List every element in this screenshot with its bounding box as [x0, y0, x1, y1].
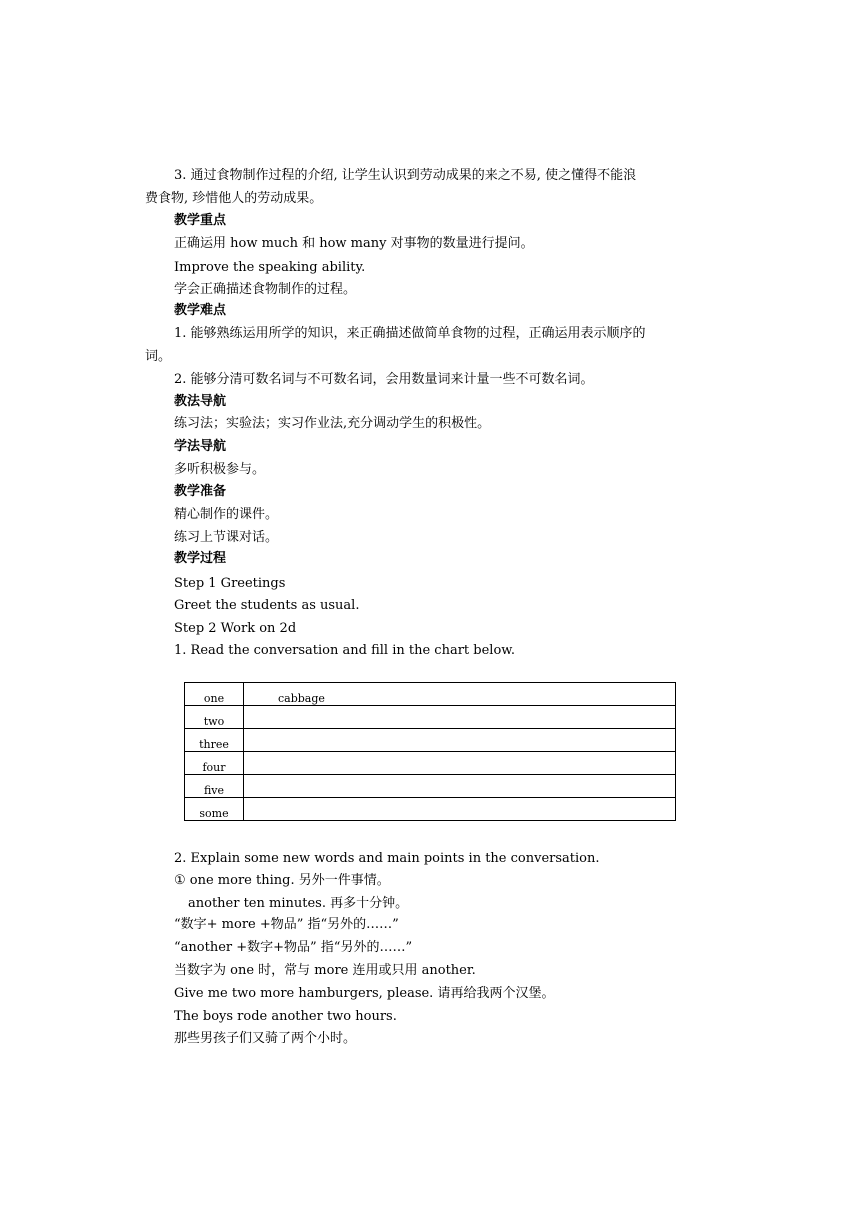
explanation-line-7: The boys rode another two hours. [174, 1009, 397, 1024]
heading-key-points: 教学重点 [174, 213, 227, 228]
explanation-line-4: “another +数字+物品” 指“另外的……” [174, 940, 413, 955]
chart-row-value[interactable] [244, 775, 676, 798]
chart-row-label: two [185, 706, 244, 729]
task-2-instruction: 2. Explain some new words and main points in the conversation. [174, 851, 600, 866]
chart-row [185, 729, 676, 752]
learning-method-text: 多听积极参与。 [174, 462, 266, 477]
chart-row-value[interactable] [244, 706, 676, 729]
task-1-instruction: 1. Read the conversation and fill in the chart below. [174, 643, 515, 658]
chart-row-label: four [185, 752, 244, 775]
explanation-line-8: 那些男孩子们又骑了两个小时。 [174, 1031, 357, 1046]
key-point-2: Improve the speaking ability. [174, 260, 366, 275]
difficult-point-1-line-2: 词。 [145, 349, 172, 364]
chart-row-label: five [185, 775, 244, 798]
fill-in-chart [184, 682, 676, 821]
chart-row-label: three [185, 729, 244, 752]
chart-row-label: one [185, 683, 244, 706]
key-point-3: 学会正确描述食物制作的过程。 [174, 282, 357, 297]
chart-row [185, 775, 676, 798]
explanation-line-5: 当数字为 one 时，常与 more 连用或只用 another. [174, 963, 476, 978]
explanation-line-2: another ten minutes. 再多十分钟。 [188, 896, 409, 911]
key-point-1: 正确运用 how much 和 how many 对事物的数量进行提问。 [174, 236, 534, 251]
chart-row-label: some [185, 798, 244, 821]
teaching-method-text: 练习法；实验法；实习作业法,充分调动学生的积极性。 [174, 416, 491, 431]
chart-row [185, 683, 676, 706]
chart-row-value[interactable] [244, 798, 676, 821]
explanation-line-1: ① one more thing. 另外一件事情。 [174, 873, 390, 888]
heading-learning-method: 学法导航 [174, 439, 227, 454]
chart-row-value[interactable]: cabbage [244, 683, 676, 706]
preparation-item-1: 精心制作的课件。 [174, 507, 279, 522]
heading-process: 教学过程 [174, 551, 227, 566]
explanation-line-3: “数字+ more +物品” 指“另外的……” [174, 917, 399, 932]
chart-row [185, 798, 676, 821]
preparation-item-2: 练习上节课对话。 [174, 530, 279, 545]
goal-item-3-line-2: 费食物, 珍惜他人的劳动成果。 [145, 191, 323, 206]
difficult-point-1-line-1: 1. 能够熟练运用所学的知识，来正确描述做简单食物的过程，正确运用表示顺序的 [174, 326, 646, 341]
explanation-line-6: Give me two more hamburgers, please. 请再给我两个汉堡。 [174, 986, 555, 1001]
heading-difficult-points: 教学难点 [174, 303, 227, 318]
goal-item-3-line-1: 3. 通过食物制作过程的介绍, 让学生认识到劳动成果的来之不易, 使之懂得不能浪 [174, 168, 637, 183]
chart-row [185, 752, 676, 775]
chart-row [185, 706, 676, 729]
step-1-text: Greet the students as usual. [174, 598, 360, 613]
heading-teaching-method: 教法导航 [174, 394, 227, 409]
heading-preparation: 教学准备 [174, 484, 227, 499]
step-2-title: Step 2 Work on 2d [174, 621, 297, 636]
chart-row-value[interactable] [244, 729, 676, 752]
chart-row-value[interactable] [244, 752, 676, 775]
difficult-point-2: 2. 能够分清可数名词与不可数名词，会用数量词来计量一些不可数名词。 [174, 372, 594, 387]
step-1-title: Step 1 Greetings [174, 576, 286, 591]
